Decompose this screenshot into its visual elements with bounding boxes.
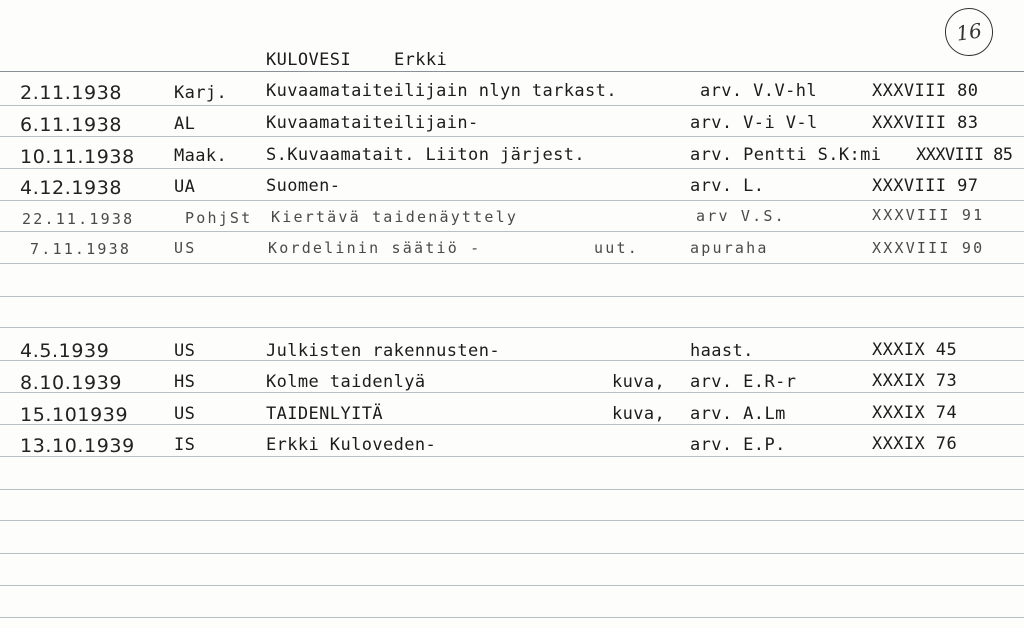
- rule-line: [0, 71, 1024, 72]
- rule-line: [0, 105, 1024, 106]
- entry-paper: US: [174, 341, 196, 361]
- rule-line: [0, 263, 1024, 264]
- entry-ref: XXXVIII 97: [872, 176, 979, 196]
- entry-ref: XXXIX 74: [872, 403, 958, 423]
- entry-date: 6.11.1938: [20, 114, 123, 136]
- entry-date: 13.10.1939: [20, 435, 135, 457]
- entry-paper: IS: [174, 435, 196, 455]
- entry-ref: XXXIX 73: [872, 371, 958, 391]
- entry-ref: XXXIX 45: [872, 340, 958, 360]
- entry-paper: HS: [174, 372, 196, 392]
- entry-ref: XXXVIII 85: [916, 145, 1013, 165]
- rule-line: [0, 296, 1024, 297]
- entry-ref: XXXVIII 80: [872, 81, 979, 101]
- entry-ref: XXXVIII 90: [872, 239, 985, 257]
- entry-paper: AL: [174, 114, 196, 134]
- entry-date: 22.11.1938: [22, 210, 135, 228]
- entry-paper: PohjSt: [185, 209, 253, 227]
- entry-extra: kuva,: [612, 372, 666, 392]
- rule-line: [0, 456, 1024, 457]
- rule-line: [0, 617, 1024, 618]
- entry-title: Julkisten rakennusten-: [266, 341, 500, 361]
- entry-kind: arv V.S.: [696, 207, 786, 225]
- rule-line: [0, 136, 1024, 137]
- entry-title: Erkki Kuloveden-: [266, 435, 437, 455]
- entry-title: Kuvaamataiteilijain-: [266, 113, 479, 133]
- entry-extra: kuva,: [612, 404, 666, 424]
- entry-ref: XXXVIII 91: [872, 206, 985, 224]
- rule-line: [0, 360, 1024, 361]
- entry-date: 10.11.1938: [20, 146, 135, 168]
- rule-line: [0, 424, 1024, 425]
- entry-paper: US: [174, 239, 197, 257]
- entry-kind: arv. Pentti S.K:mi: [690, 145, 882, 165]
- entry-title: S.Kuvaamatait. Liiton järjest.: [266, 145, 586, 165]
- rule-line: [0, 200, 1024, 201]
- entry-kind: arv. V-i V-l: [690, 113, 818, 133]
- entry-title: Kolme taidenlyä: [266, 372, 426, 392]
- rule-line: [0, 585, 1024, 586]
- entry-kind: arv. A.Lm: [690, 404, 786, 424]
- rule-line: [0, 489, 1024, 490]
- entry-kind: arv. L.: [690, 176, 765, 196]
- entry-kind: arv. E.P.: [690, 435, 786, 455]
- rule-line: [0, 327, 1024, 328]
- rule-line: [0, 392, 1024, 393]
- entry-date: 15.101939: [20, 404, 129, 426]
- entry-date: 4.5.1939: [20, 340, 110, 362]
- entry-ref: XXXVIII 83: [872, 113, 979, 133]
- entry-title: Kiertävä taidenäyttely: [271, 208, 519, 226]
- entry-kind: arv. E.R-r: [690, 372, 797, 392]
- card-number-stamp: 16: [942, 5, 996, 59]
- entry-title: TAIDENLYITÄ: [266, 404, 383, 424]
- entry-paper: UA: [174, 177, 196, 197]
- entry-paper: US: [174, 404, 196, 424]
- entry-paper: Karj.: [174, 83, 228, 103]
- entry-extra: uut.: [594, 239, 639, 257]
- entry-date: 8.10.1939: [20, 372, 123, 394]
- heading-surname: KULOVESI: [266, 50, 352, 70]
- entry-kind: haast.: [690, 341, 754, 361]
- rule-line: [0, 168, 1024, 169]
- entry-title: Kordelinin säätiö -: [268, 239, 482, 257]
- entry-paper: Maak.: [174, 146, 228, 166]
- heading-firstname: Erkki: [394, 50, 448, 70]
- entry-kind: arv. V.V-hl: [700, 81, 817, 101]
- entry-date: 4.12.1938: [20, 177, 123, 199]
- rule-line: [0, 231, 1024, 232]
- entry-kind: apuraha: [690, 239, 769, 257]
- rule-line: [0, 520, 1024, 521]
- entry-title: Kuvaamataiteilijain nlyn tarkast.: [266, 81, 617, 101]
- entry-ref: XXXIX 76: [872, 434, 958, 454]
- entry-date: 7.11.1938: [30, 240, 132, 258]
- rule-line: [0, 553, 1024, 554]
- entry-title: Suomen-: [266, 176, 341, 196]
- entry-date: 2.11.1938: [20, 82, 123, 104]
